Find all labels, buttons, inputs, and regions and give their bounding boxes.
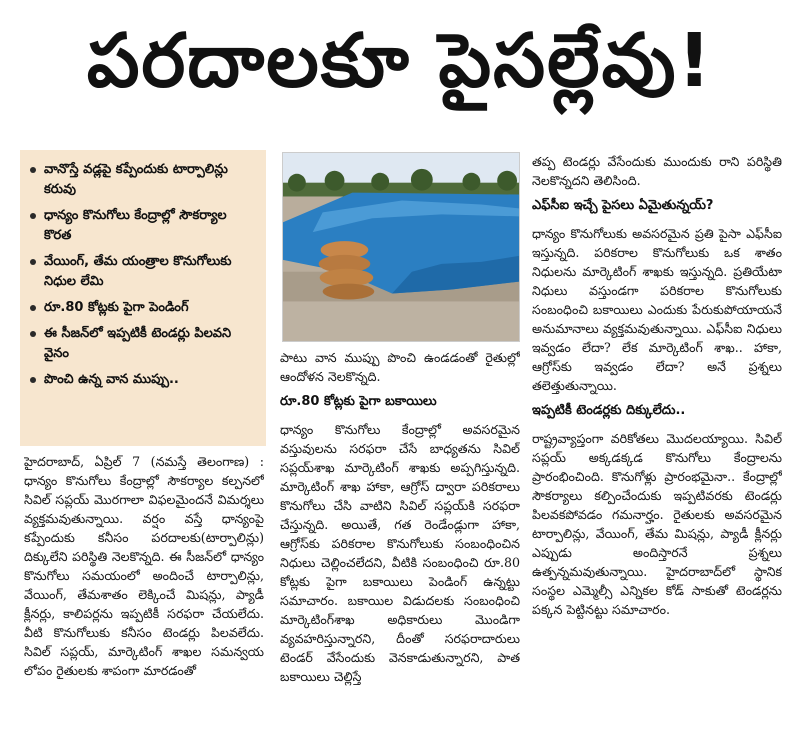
subheading: ఇప్పటికీ టెండర్లకు దిక్కులేదు.. <box>532 403 686 418</box>
highlight-text: వేయింగ్, తేమ యంత్రాల కొనుగోలుకు నిధుల లేమి <box>44 254 232 289</box>
highlight-item <box>30 324 258 364</box>
paragraph: రాష్ట్రవ్యాప్తంగా వరికోతలు మొదలయ్యాయి. సివిల్ సప్లయ్ అక్కడక్కడ కొనుగోలు కేంద్రాలను ప్రారంభించింది. కొనుగోళ్లు ప్రారంభమైనా.. కేంద్రాల్లో సౌకర్యాలు కల్పించేందుకు ఇప్పటివరకు టెండర్లు పిలవకపోవడం గమనార్హం. రైతులకు అవసరమైన టార్పాలిన్లు, వేయింగ్, తేమ మిషన్లు, ప్యాడీ క్లీనర్లు ఎప్పుడు అందిస్తారనే ప్రశ్నలు ఉత్పన్నమవుతున్నాయి. హైదరాబాద్‌లో స్థానిక సంస్థల ఎమ్మెల్సీ ఎన్నికల కోడ్ సాకుతో టెండర్లను పక్కన పెట్టినట్టు సమాచారం. <box>532 431 782 617</box>
subheading: రూ.80 కోట్లకు పైగా బకాయిలు <box>280 394 437 409</box>
paragraph: ధాన్యం కొనుగోలు కేంద్రాల్లో అవసరమైన వస్తువులను సరఫరా చేసే బాధ్యతను సివిల్ సప్లయ్‌శాఖ మార్కెటింగ్ శాఖకు అప్పగిస్తున్నది. మార్కెటింగ్ శాఖ హాకా, ఆగ్రోస్ ద్వారా పరికరాలు కొనుగోలు చేసి వాటిని సివిల్ సప్లయ్‌కి సరఫరా చేస్తున్నది. అయితే, గత రెండేండ్లుగా హాకా, ఆగ్రోస్‌కు పరికరాల కొనుగోలుకు సంబంధించిన నిధులు చెల్లించలేదని, వీటికి సంబంధించి రూ.80 కోట్లకు పైగా బకాయిలు పెండింగ్ ఉన్నట్టు సమాచారం. బకాయిల విడుదలకు సంబంధించి మార్కెటింగ్‌శాఖ అధికారులు మొండిగా వ్యవహరిస్తున్నారని, దీంతో సరఫరాదారులు టెండర్ వేసేందుకు వెనకాడుతున్నారని, పాత బకాయిలు చెల్లిస్తే <box>280 422 520 684</box>
bullet-icon <box>30 331 36 337</box>
paragraph: ధాన్యం కొనుగోలుకు అవసరమైన ప్రతి పైసా ఎఫ్‌సీఐ ఇస్తున్నది. పరికరాల కొనుగోలుకు ఒక శాతం నిధులను మార్కెటింగ్ శాఖకు ఇస్తున్నది. ప్రతియేటా నిధులు వస్తుండగా పరికరాల కొనుగోలుకు సంబంధించి బకాయిలు ఎందుకు పేరుకుపోయాయనే అనుమానాలు వ్యక్తమవుతున్నాయి. ఎఫ్‌సీఐ నిధులు ఇవ్వడం లేదా? లేక మార్కెటింగ్ శాఖ.. హాకా, ఆగ్రోస్‌కు ఇవ్వడం లేదా? అనే ప్రశ్నలు తలెత్తుతున్నాయి. <box>532 226 782 393</box>
bullet-icon <box>30 377 36 383</box>
highlight-item <box>30 206 258 246</box>
bullet-icon <box>30 259 36 265</box>
highlight-item <box>30 298 258 318</box>
tree <box>411 169 433 191</box>
article-column-3 <box>532 152 782 746</box>
highlight-text: రూ.80 కోట్లకు పైగా పెండింగ్ <box>44 300 189 315</box>
tree <box>325 171 345 191</box>
highlight-item <box>30 160 258 200</box>
highlight-item <box>30 370 258 390</box>
highlight-text: ధాన్యం కొనుగోలు కేంద్రాల్లో సౌకర్యాల కొరత <box>44 208 227 243</box>
article-column-2 <box>280 348 520 746</box>
paragraph: తప్ప టెండర్లు వేసేందుకు ముందుకు రాని పరిస్థితి నెలకొన్నదని తెలిసింది. <box>532 154 782 188</box>
grain-sack <box>323 284 375 300</box>
photo-illustration <box>283 153 519 341</box>
tree <box>497 171 517 191</box>
highlights-box <box>20 150 266 446</box>
tree <box>288 174 306 192</box>
paragraph: హైదరాబాద్, ఏప్రిల్ 7 (నమస్తే తెలంగాణ) : ధాన్యం కొనుగోలు కేంద్రాల్లో సౌకర్యాల కల్పనలో సివిల్ సప్లయ్ మొరగాలా విఫలమైందనే విమర్శలు వ్యక్తమవుతున్నాయి. వర్షం వస్తే ధాన్యంపై కప్పేందుకు కనీసం పరదాలకు(టార్పాలిన్లు) దిక్కులేని పరిస్థితి నెలకొన్నది. ఈ సీజన్‌లో ధాన్యం కొనుగోలు సమయంలో అందించే టార్పాలిన్లు, వేయింగ్, తేమశాతం లెక్కించే మిషన్లు, ప్యాడీ క్లీనర్లు, కాలిపర్లను ఇప్పటికీ సరఫరా చేయలేదు. వీటి కొనుగోలుకు కనీసం టెండర్లు పిలవలేదు. సివిల్ సప్లయ్, మార్కెటింగ్ శాఖల సమన్వయ లోపం రైతులకు శాపంగా మారడంతో <box>24 454 264 678</box>
paragraph: పాటు వాన ముప్పు పొంచి ఉండడంతో రైతుల్లో ఆందోళన నెలకొన్నది. <box>280 350 520 384</box>
highlight-item <box>30 252 258 292</box>
tarpaulin-photo <box>282 152 520 342</box>
subheading: ఎఫ్‌సీఐ ఇచ్చే పైసలు ఏమైతున్నయ్? <box>532 198 714 213</box>
highlight-text: వానొస్తే వడ్లపై కప్పేందుకు టార్పాలిన్లు కరువు <box>44 162 228 197</box>
bullet-icon <box>30 305 36 311</box>
foreground-floor <box>283 301 519 341</box>
bullet-icon <box>30 213 36 219</box>
highlight-text: ఈ సీజన్‌లో ఇప్పటికీ టెండర్లు పిలవని వైనం <box>44 326 232 361</box>
highlight-text: పొంచి ఉన్న వాన ముప్పు.. <box>44 372 179 387</box>
headline: పరదాలకూ పైసల్లేవు! <box>86 18 714 104</box>
article-column-1 <box>24 452 264 744</box>
bullet-icon <box>30 167 36 173</box>
tree <box>462 173 480 191</box>
tree <box>371 173 389 191</box>
